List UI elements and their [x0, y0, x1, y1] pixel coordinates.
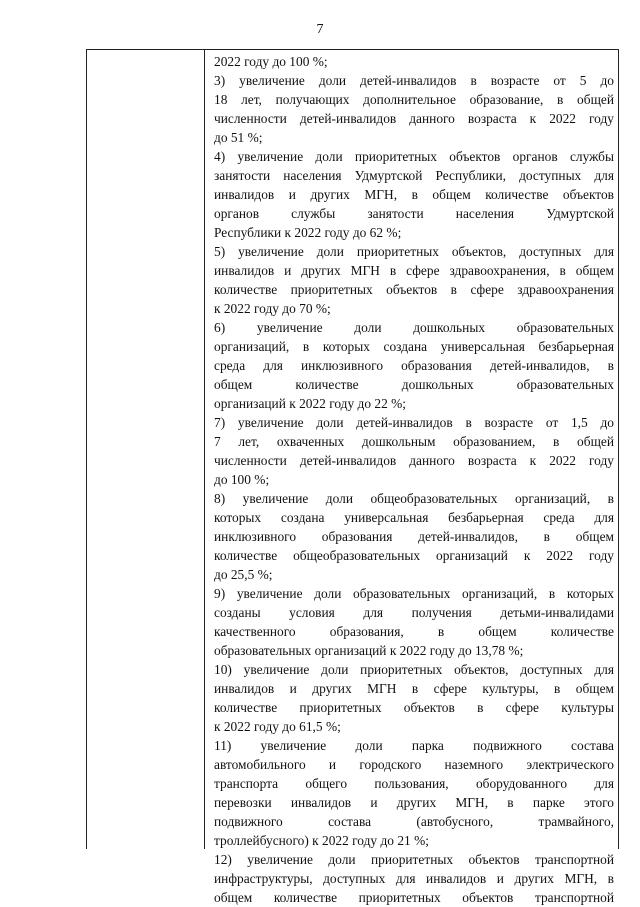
text-line: до 25,5 %; — [214, 567, 273, 582]
text-line: 18 лет, получающих дополнительное образование, в общей — [214, 92, 614, 107]
text-line: которых создана универсальная безбарьерная среда для — [214, 510, 614, 525]
text-line: созданы условия для получения детьми-инвалидами — [214, 605, 614, 620]
text-line: занятости населения Удмуртской Республики, доступных для — [214, 168, 614, 183]
text-line: организаций к 2022 году до 22 %; — [214, 396, 407, 411]
text-line: количестве приоритетных объектов в сфере здравоохранения — [214, 282, 614, 297]
text-line: 5) увеличение доли приоритетных объектов, доступных для — [214, 244, 614, 259]
page-number: 7 — [316, 22, 324, 37]
text-line: инвалидов и других МГН в сфере культуры, в общем — [214, 681, 614, 696]
text-line: численности детей-инвалидов данного возраста к 2022 году — [214, 453, 614, 468]
text-line: 12) увеличение доли приоритетных объектов транспортной — [214, 852, 614, 867]
text-line: среда для инклюзивного образования детей-инвалидов, в — [214, 358, 614, 373]
table-right-column — [205, 50, 618, 905]
text-line: количестве приоритетных объектов в сфере культуры — [214, 700, 614, 715]
text-line: 7) увеличение доли детей-инвалидов в возрасте от 1,5 до — [214, 415, 614, 430]
text-line: к 2022 году до 70 %; — [214, 301, 331, 316]
text-line: инвалидов и других МГН, в общем количестве объектов — [214, 187, 614, 202]
text-line: перевозки инвалидов и других МГН, в парке этого — [214, 795, 614, 810]
text-line: автомобильного и городского наземного электрического — [214, 757, 614, 772]
text-line: до 51 %; — [214, 130, 263, 145]
text-line: органов службы занятости населения Удмуртской — [214, 206, 614, 221]
text-line: образовательных организаций к 2022 году до 13,78 %; — [214, 643, 524, 658]
text-line: 7 лет, охваченных дошкольным образованием, в общей — [214, 434, 614, 449]
table-left-column — [87, 50, 205, 849]
text-line: общем количестве дошкольных образовательных — [214, 377, 614, 392]
text-line: организаций, в которых создана универсальная безбарьерная — [214, 339, 614, 354]
text-line: инвалидов и других МГН в сфере здравоохранения, в общем — [214, 263, 614, 278]
text-line: транспорта общего пользования, оборудованного для — [214, 776, 614, 791]
text-line: Республики к 2022 году до 62 %; — [214, 225, 402, 240]
text-line: инфраструктуры, доступных для инвалидов и других МГН, в — [214, 871, 614, 886]
text-line: качественного образования, в общем количестве — [214, 624, 614, 639]
text-line: количестве общеобразовательных организаций к 2022 году — [214, 548, 614, 563]
text-line: к 2022 году до 61,5 %; — [214, 719, 341, 734]
text-line: 3) увеличение доли детей-инвалидов в возрасте от 5 до — [214, 73, 614, 88]
text-line: подвижного состава (автобусного, трамвайного, — [214, 814, 614, 829]
text-line: 2022 году до 100 %; — [214, 54, 328, 69]
text-line: троллейбусного) к 2022 году до 21 %; — [214, 833, 429, 848]
text-line: 11) увеличение доли парка подвижного состава — [214, 738, 614, 753]
text-line: 9) увеличение доли образовательных организаций, в которых — [214, 586, 614, 601]
text-line: 6) увеличение доли дошкольных образовательных — [214, 320, 614, 335]
text-line: 4) увеличение доли приоритетных объектов органов службы — [214, 149, 614, 164]
text-line: 8) увеличение доли общеобразовательных организаций, в — [214, 491, 614, 506]
text-line: инклюзивного образования детей-инвалидов, в общем — [214, 529, 614, 544]
text-line: численности детей-инвалидов данного возраста к 2022 году — [214, 111, 614, 126]
document-table — [86, 49, 619, 905]
text-line: общем количестве приоритетных объектов транспортной — [214, 890, 614, 905]
text-line: 10) увеличение доли приоритетных объектов, доступных для — [214, 662, 614, 677]
text-line: до 100 %; — [214, 472, 270, 487]
